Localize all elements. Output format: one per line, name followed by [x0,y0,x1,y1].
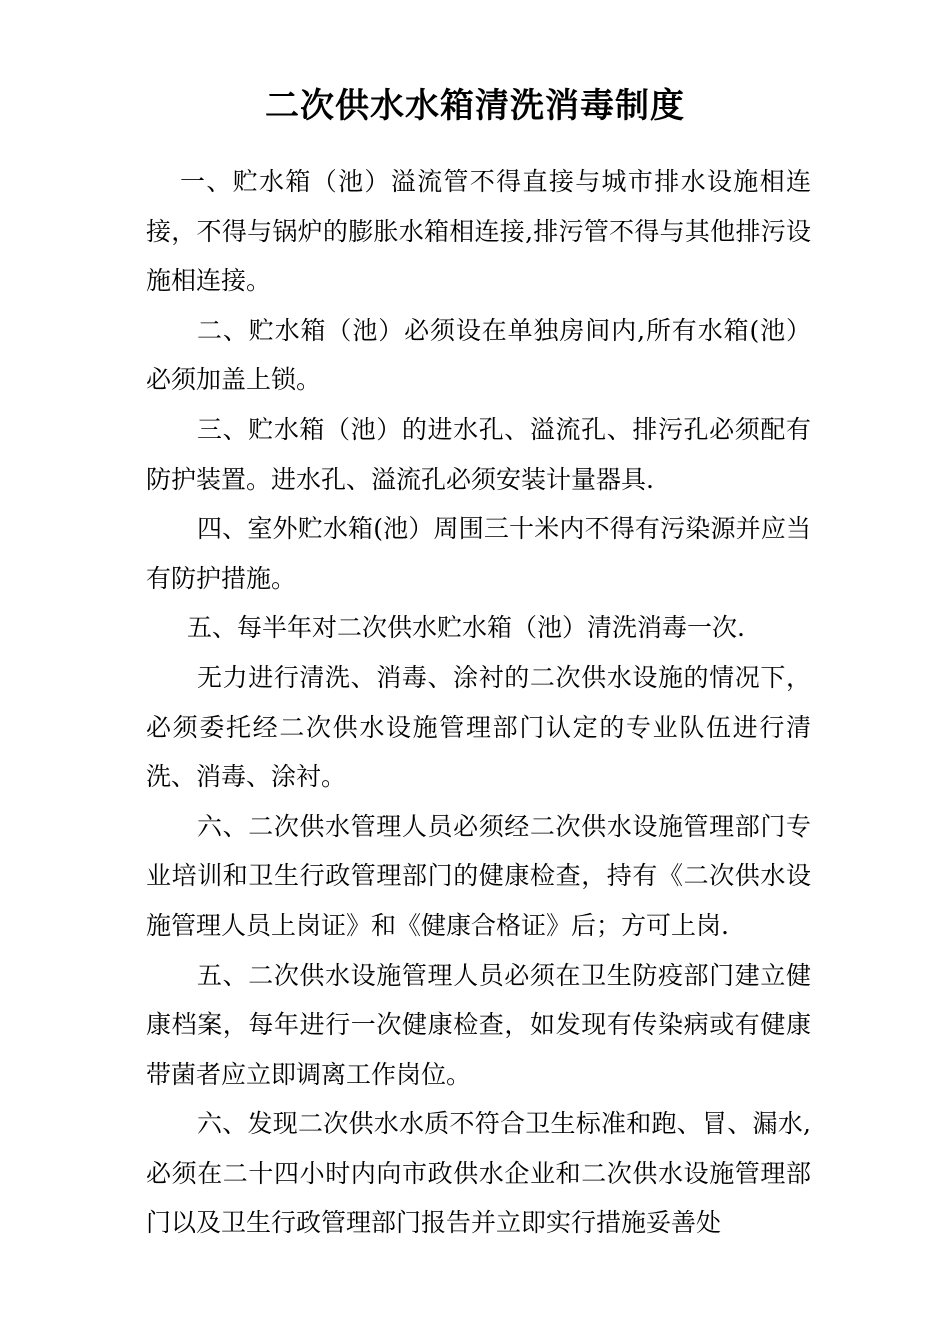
paragraph-5: 五、每半年对二次供水贮水箱（池）清洗消毒一次. [187,613,745,643]
document-body [146,157,811,1248]
paragraph-7: 六、二次供水管理人员必须经二次供水设施管理部门专业培训和卫生行政管理部门的健康检查，持有《二次供水设施管理人员上岗证》和《健康合格证》后；方可上岗. [146,811,811,940]
paragraph-9: 六、发现二次供水水质不符合卫生标准和跑、冒、漏水,必须在二十四小时内向市政供水企业和二次供水设施管理部门以及卫生行政管理部门报告并立即实行措施妥善处 [146,1109,811,1238]
paragraph-8: 五、二次供水设施管理人员必须在卫生防疫部门建立健康档案，每年进行一次健康检查，如发现有传染病或有健康带菌者应立即调离工作岗位。 [146,960,811,1089]
paragraph-2: 二、贮水箱（池）必须设在单独房间内,所有水箱(池）必须加盖上锁。 [146,315,811,395]
paragraph-4: 四、室外贮水箱(池）周围三十米内不得有污染源并应当有防护措施。 [146,514,811,593]
paragraph-1: 一、贮水箱（池）溢流管不得直接与城市排水设施相连接，不得与锅炉的膨胀水箱相连接,排污管不得与其他排污设施相连接。 [146,167,811,296]
document-title: 二次供水水箱清洗消毒制度 [265,86,685,126]
paragraph-3: 三、贮水箱（池）的进水孔、溢流孔、排污孔必须配有防护装置。进水孔、溢流孔必须安装计量器具. [146,414,811,494]
paragraph-6: 无力进行清洗、消毒、涂衬的二次供水设施的情况下，必须委托经二次供水设施管理部门认定的专业队伍进行清洗、消毒、涂衬。 [146,662,811,792]
